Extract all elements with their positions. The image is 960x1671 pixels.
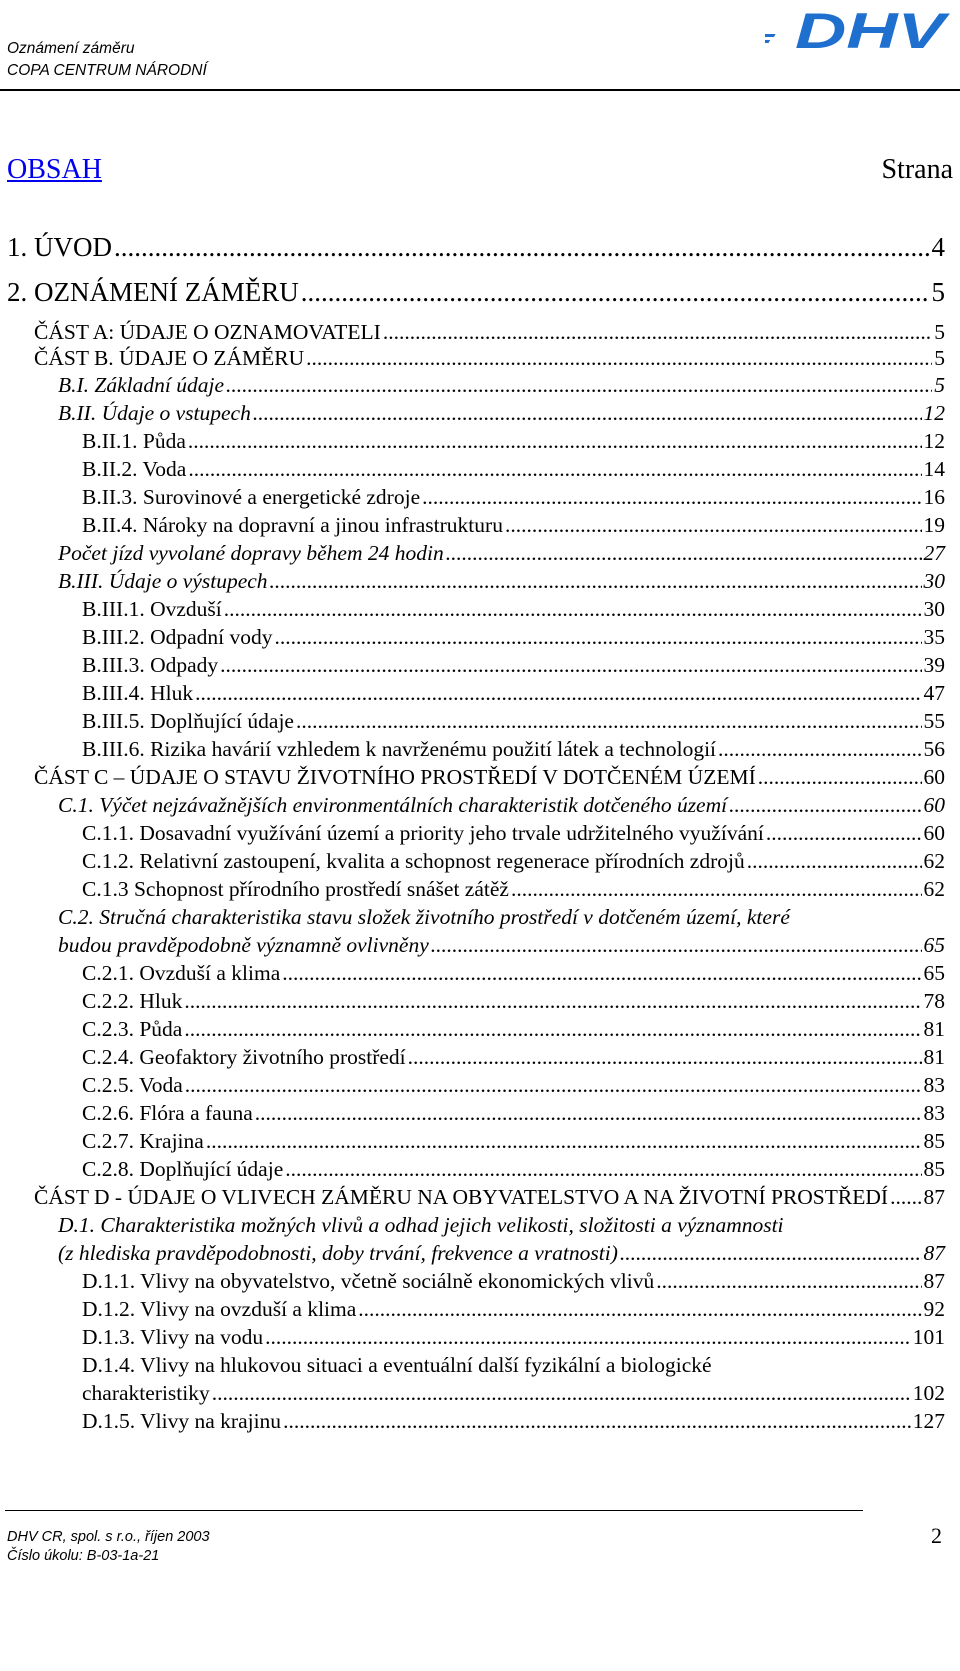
toc-entry[interactable]: ČÁST B. ÚDAJE O ZÁMĚRU ..... 5 (34, 346, 945, 371)
toc-entry[interactable]: Počet jízd vyvolané dopravy během 24 hodin ..... 27 (58, 541, 945, 566)
footer-task-number: Číslo úkolu: B-03-1a-21 (7, 1548, 160, 1564)
document-footer (7, 1528, 210, 1566)
toc-entry[interactable]: C.2.1. Ovzduší a klima ..... 65 (82, 961, 945, 986)
toc-entry[interactable]: D.1.1. Vlivy na obyvatelstvo, včetně sociálně ekonomických vlivů ..... 87 (82, 1269, 945, 1294)
toc-entry[interactable]: C.2.2. Hluk ..... 78 (82, 989, 945, 1014)
toc-entry[interactable]: B.II.3. Surovinové a energetické zdroje ..... 16 (82, 485, 945, 510)
toc-entry[interactable]: D.1.3. Vlivy na vodu ..... 101 (82, 1325, 945, 1350)
toc-entry[interactable]: 2. OZNÁMENÍ ZÁMĚRU ..... 5 (7, 277, 945, 308)
toc-entry[interactable]: B.II.1. Půda ..... 12 (82, 429, 945, 454)
header-title: Oznámení záměru (7, 40, 135, 57)
toc-entry[interactable]: B.II. Údaje o vstupech ..... 12 (58, 401, 945, 426)
toc-entry[interactable]: B.III.6. Rizika havárií vzhledem k navrženému použití látek a technologií ..... 56 (82, 737, 945, 762)
toc-entry[interactable]: ČÁST C – ÚDAJE O STAVU ŽIVOTNÍHO PROSTŘEDÍ V DOTČENÉM ÚZEMÍ ..... 60 (34, 765, 945, 790)
toc-entry[interactable]: C.2.7. Krajina ..... 85 (82, 1129, 945, 1154)
toc-entry[interactable]: B.III.2. Odpadní vody ..... 35 (82, 625, 945, 650)
toc-entry-first-line[interactable]: C.2. Stručná charakteristika stavu složek životního prostředí v dotčeném území, které (58, 905, 790, 929)
toc-entry[interactable]: B.II.4. Nároky na dopravní a jinou infrastrukturu ..... 19 (82, 513, 945, 538)
toc-entry[interactable]: B.III.1. Ovzduší ..... 30 (82, 597, 945, 622)
toc-entry[interactable]: budou pravděpodobně významně ovlivněny ..... 65 (58, 933, 945, 958)
header-rule (0, 89, 960, 91)
toc-entry[interactable]: C.2.4. Geofaktory životního prostředí ..... 81 (82, 1045, 945, 1070)
toc-entry[interactable]: ČÁST A: ÚDAJE O OZNAMOVATELI ..... 5 (34, 320, 945, 345)
toc-entry[interactable]: B.III.4. Hluk ..... 47 (82, 681, 945, 706)
toc-entry[interactable]: 1. ÚVOD ..... 4 (7, 232, 945, 263)
document-header (7, 38, 207, 82)
toc-entry[interactable]: B.III.5. Doplňující údaje ..... 55 (82, 709, 945, 734)
header-project: COPA CENTRUM NÁRODNÍ (7, 62, 207, 79)
dhv-logo (765, 4, 950, 56)
toc-entry[interactable]: C.2.3. Půda ..... 81 (82, 1017, 945, 1042)
toc-entry[interactable]: B.I. Základní údaje ..... 5 (58, 373, 945, 398)
toc-entry[interactable]: D.1.2. Vlivy na ovzduší a klima ..... 92 (82, 1297, 945, 1322)
toc-entry[interactable]: charakteristiky ..... 102 (82, 1381, 945, 1406)
toc-entry[interactable]: C.1.2. Relativní zastoupení, kvalita a schopnost regenerace přírodních zdrojů ..... 62 (82, 849, 945, 874)
toc-entry[interactable]: B.III. Údaje o výstupech ..... 30 (58, 569, 945, 594)
toc-entry[interactable]: C.2.8. Doplňující údaje ..... 85 (82, 1157, 945, 1182)
toc-entry[interactable]: ČÁST D - ÚDAJE O VLIVECH ZÁMĚRU NA OBYVATELSTVO A NA ŽIVOTNÍ PROSTŘEDÍ ..... 87 (34, 1185, 945, 1210)
toc-entry[interactable]: C.1.3 Schopnost přírodního prostředí snášet zátěž ..... 62 (82, 877, 945, 902)
toc-heading[interactable]: OBSAH (7, 154, 102, 185)
toc-entry[interactable]: C.2.5. Voda ..... 83 (82, 1073, 945, 1098)
toc-entry[interactable]: C.1.1. Dosavadní využívání území a priority jeho trvale udržitelného využívání ..... 60 (82, 821, 945, 846)
toc-entry[interactable]: D.1.5. Vlivy na krajinu ..... 127 (82, 1409, 945, 1434)
footer-rule (5, 1510, 863, 1511)
toc-entry[interactable]: B.III.3. Odpady ..... 39 (82, 653, 945, 678)
page-column-heading: Strana (881, 154, 953, 185)
page-number: 2 (931, 1523, 942, 1548)
toc-entry[interactable]: C.1. Výčet nejzávažnějších environmentálních charakteristik dotčeného území ..... 60 (58, 793, 945, 818)
footer-company: DHV CR, spol. s r.o., říjen 2003 (7, 1529, 210, 1545)
toc-entry-first-line[interactable]: D.1.4. Vlivy na hlukovou situaci a eventuální další fyzikální a biologické (82, 1353, 712, 1377)
logo-text: DHV (795, 4, 950, 56)
toc-entry[interactable]: (z hlediska pravděpodobnosti, doby trvání, frekvence a vratnosti) ..... 87 (58, 1241, 945, 1266)
toc-entry-first-line[interactable]: D.1. Charakteristika možných vlivů a odhad jejich velikosti, složitosti a významnosti (58, 1213, 784, 1237)
toc-entry[interactable]: C.2.6. Flóra a fauna ..... 83 (82, 1101, 945, 1126)
toc-entry[interactable]: B.II.2. Voda ..... 14 (82, 457, 945, 482)
